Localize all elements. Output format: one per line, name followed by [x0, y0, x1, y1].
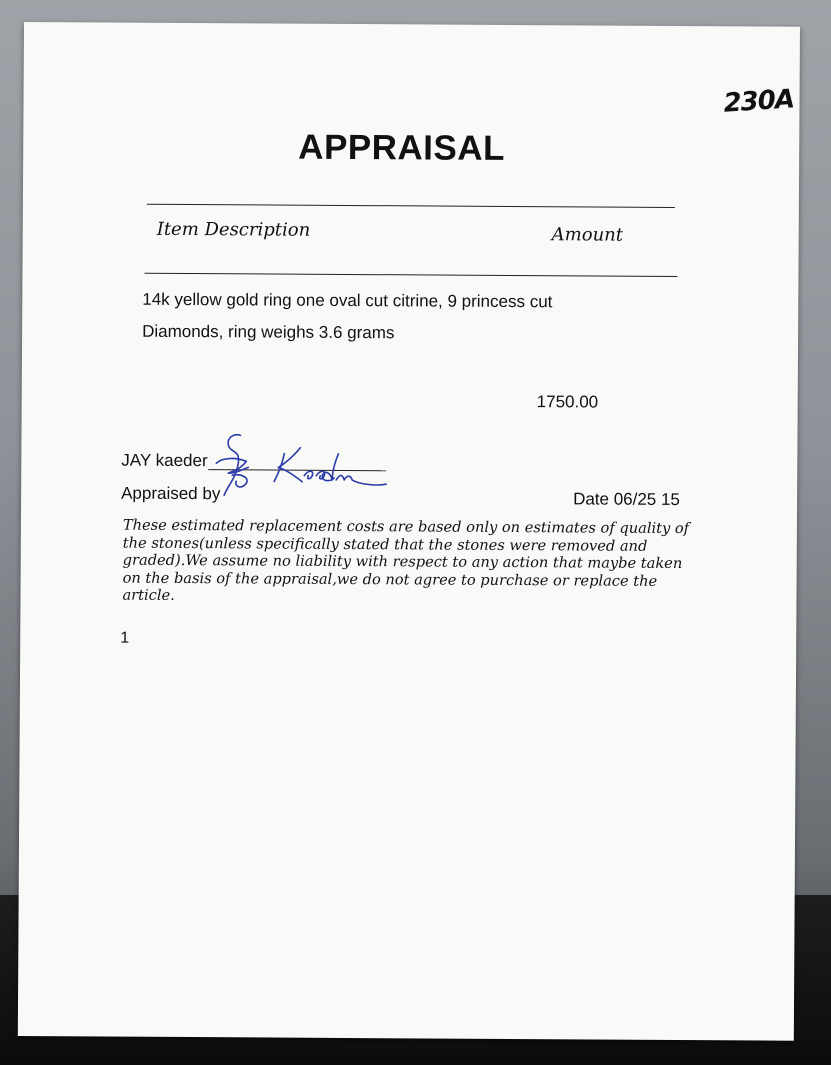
header-top-rule: [147, 204, 675, 208]
appraisal-sheet: [18, 22, 800, 1041]
appraiser-name: JAY kaeder: [121, 450, 208, 471]
item-amount: 1750.00: [536, 392, 599, 412]
document-title: APPRAISAL: [298, 127, 506, 168]
item-description-line-2: Diamonds, ring weighs 3.6 grams: [142, 321, 395, 343]
disclaimer-text: These estimated replacement costs are based only on estimates of quality of the stones(unless specifically stated that the stones were removed and graded).We assume no liability with respect to any action that maybe taken on the basis of the appraisal,we do not agree to purchase or replace the article.: [122, 516, 690, 604]
signature-icon: [206, 423, 396, 504]
appraised-by-label: Appraised by: [121, 483, 221, 504]
amount-header: Amount: [551, 224, 624, 246]
item-description-header: Item Description: [156, 218, 311, 241]
appraisal-date: Date 06/25 15: [573, 489, 680, 510]
item-description-line-1: 14k yellow gold ring one oval cut citrine, 9 princess cut: [142, 289, 553, 312]
page-number: 1: [120, 629, 130, 647]
lot-number: 230A: [722, 84, 795, 119]
header-bottom-rule: [144, 273, 677, 277]
